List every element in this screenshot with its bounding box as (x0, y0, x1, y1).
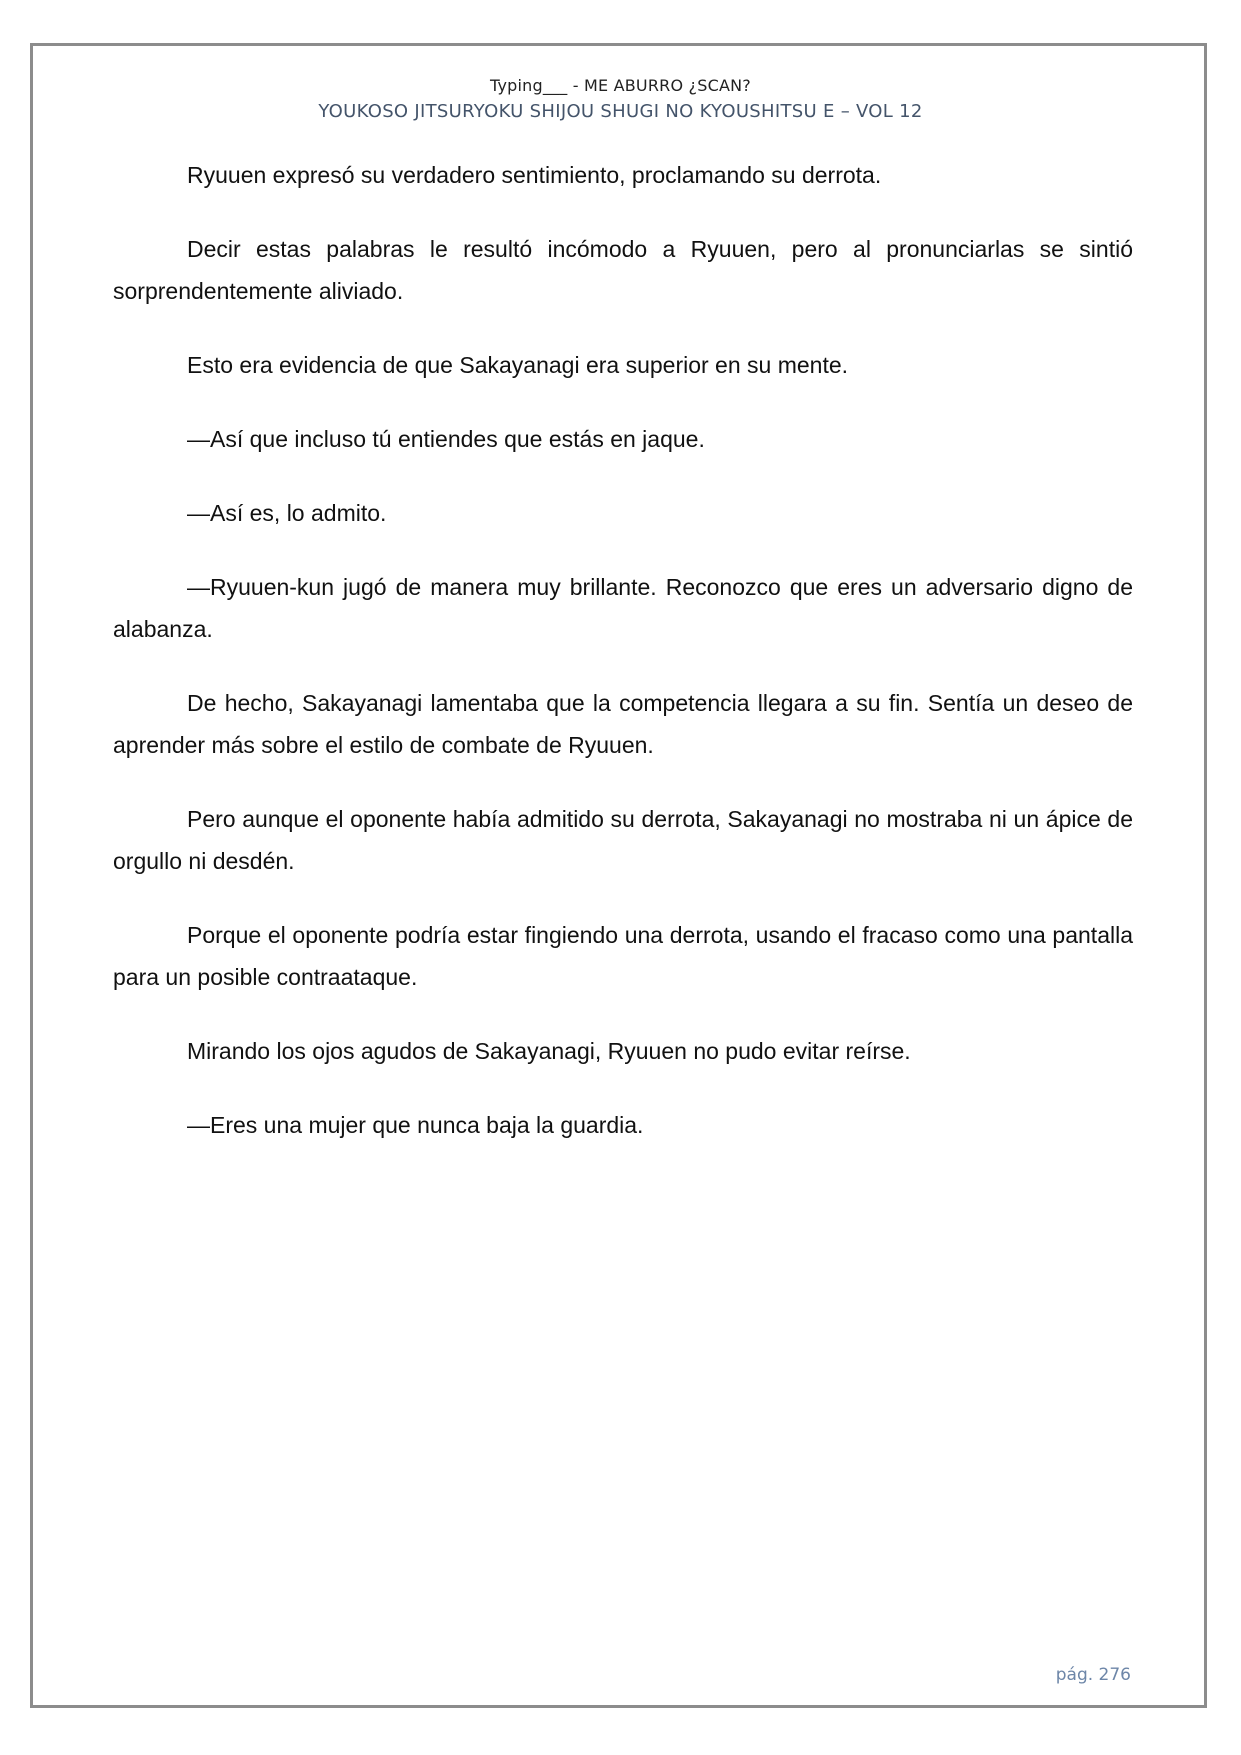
paragraph-10: Mirando los ojos agudos de Sakayanagi, Ryuuen no pudo evitar reírse. (187, 1038, 911, 1064)
paragraph-7: De hecho, Sakayanagi lamentaba que la competencia llegara a su fin. Sentía un deseo de aprender más sobre el estilo de combate de Ryuuen. (113, 690, 1133, 758)
header-credit: Typing___ - ME ABURRO ¿SCAN? (490, 76, 751, 95)
paragraph-3: Esto era evidencia de que Sakayanagi era superior en su mente. (187, 352, 849, 378)
paragraph-5: —Así es, lo admito. (187, 500, 387, 526)
page-number: pág. 276 (1055, 1665, 1131, 1685)
paragraph-1: Ryuuen expresó su verdadero sentimiento, proclamando su derrota. (187, 162, 882, 188)
paragraph-8: Pero aunque el oponente había admitido su derrota, Sakayanagi no mostraba ni un ápice de orgullo ni desdén. (113, 806, 1133, 874)
paragraph-11: —Eres una mujer que nunca baja la guardia. (187, 1112, 644, 1138)
document-body (113, 154, 1133, 1178)
paragraph-9: Porque el oponente podría estar fingiendo una derrota, usando el fracaso como una pantalla para un posible contraataque. (113, 922, 1133, 990)
header-book-title: YOUKOSO JITSURYOKU SHIJOU SHUGI NO KYOUSHITSU E – VOL 12 (318, 101, 923, 122)
paragraph-4: —Así que incluso tú entiendes que estás en jaque. (187, 426, 705, 452)
paragraph-2: Decir estas palabras le resultó incómodo a Ryuuen, pero al pronunciarlas se sintió sorprendentemente aliviado. (113, 236, 1133, 304)
paragraph-6: —Ryuuen-kun jugó de manera muy brillante. Reconozco que eres un adversario digno de alabanza. (113, 574, 1133, 642)
